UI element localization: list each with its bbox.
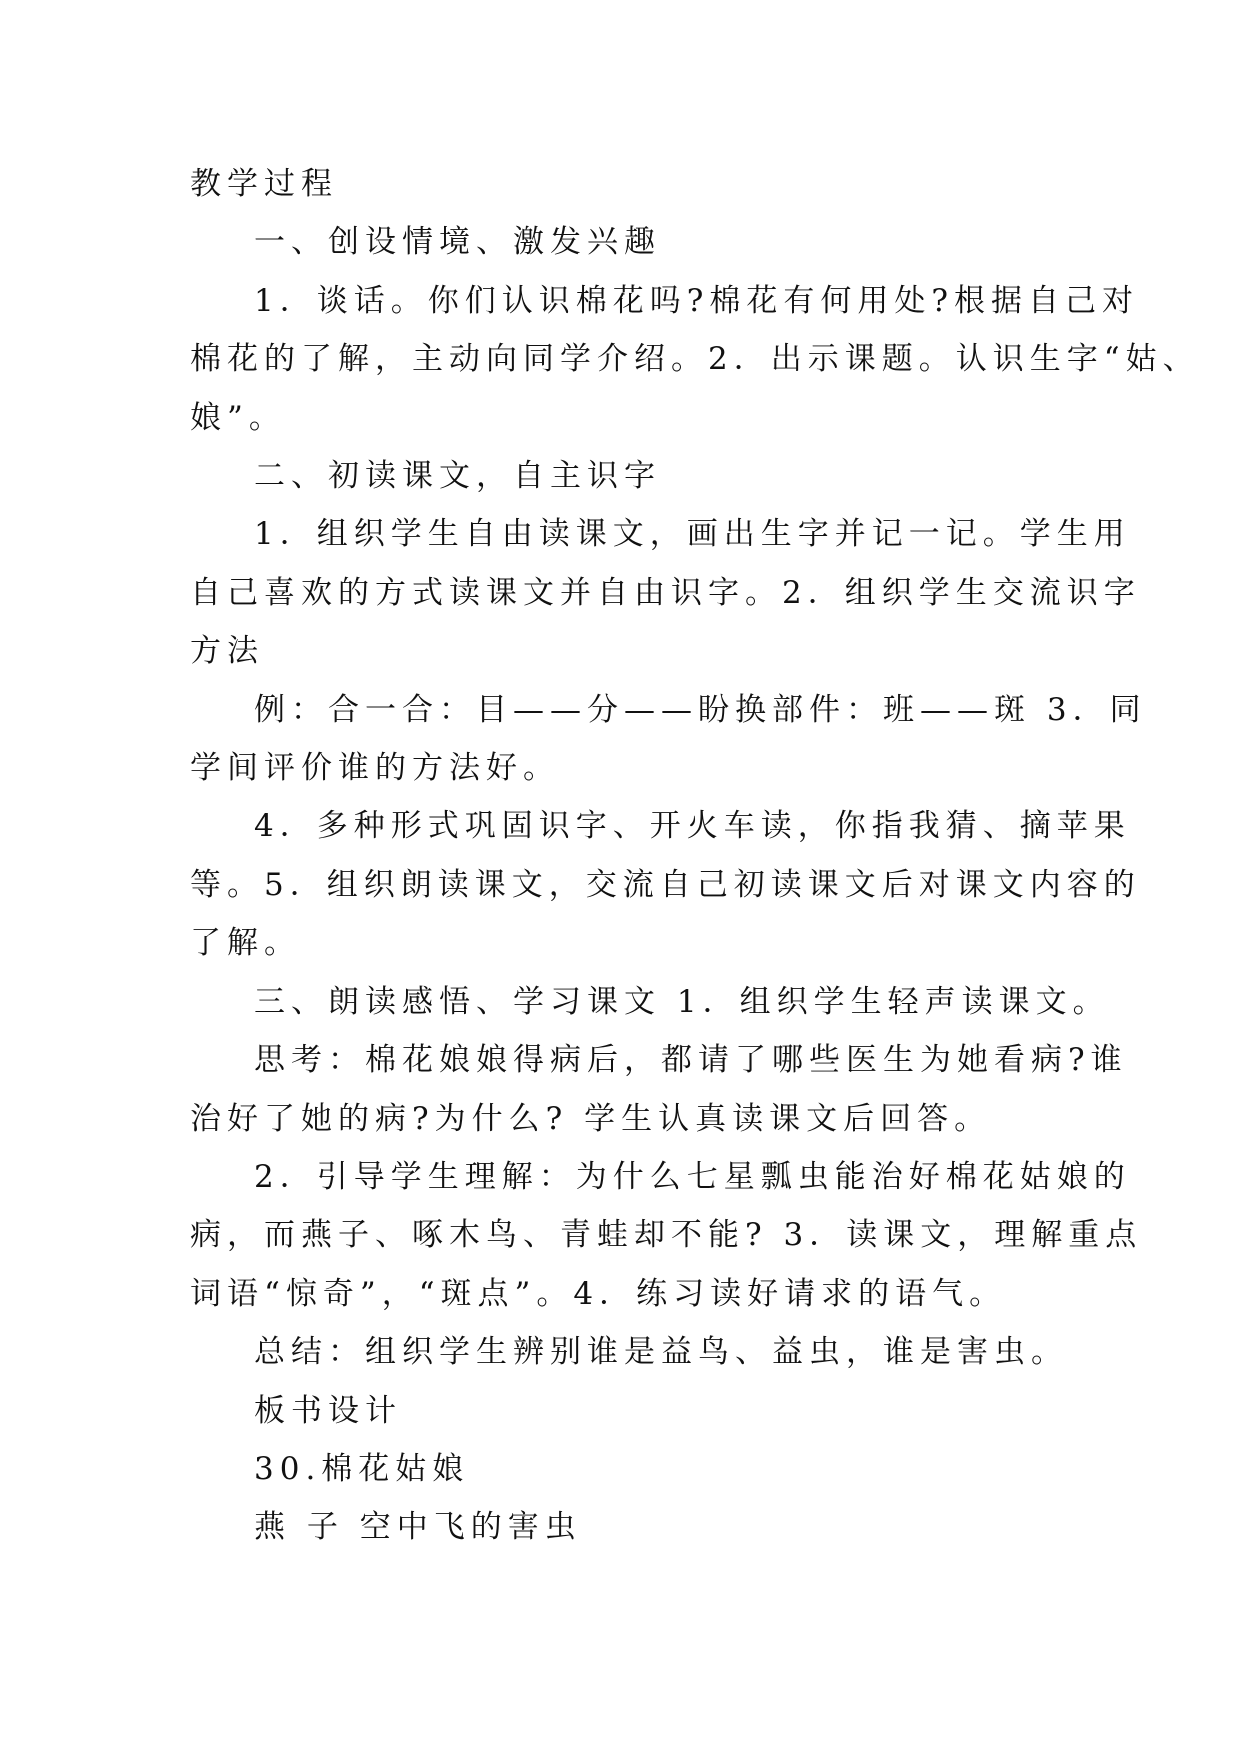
- paragraph-line: 方法: [190, 633, 264, 670]
- paragraph-line: 一、创设情境、激发兴趣: [254, 224, 661, 261]
- paragraph-line: 总结：组织学生辨别谁是益鸟、益虫，谁是害虫。: [254, 1334, 1068, 1371]
- paragraph-line: 1．组织学生自由读课文，画出生字并记一记。学生用: [254, 516, 1131, 553]
- paragraph-line: 学间评价谁的方法好。: [190, 750, 560, 787]
- paragraph-line: 例：合一合：目——分——盼换部件：班——斑 3．同: [254, 691, 1147, 728]
- paragraph-line: 词语“惊奇”，“斑点”。4．练习读好请求的语气。: [190, 1275, 1007, 1312]
- document-body: [190, 155, 1200, 1557]
- board-design-line: 燕 子 空中飞的害虫: [254, 1509, 582, 1546]
- paragraph-line: 2．引导学生理解：为什么七星瓢虫能治好棉花姑娘的: [254, 1158, 1131, 1195]
- paragraph-line: 病，而燕子、啄木鸟、青蛙却不能? 3．读课文，理解重点: [190, 1217, 1143, 1254]
- paragraph-line: 娘”。: [190, 399, 286, 436]
- paragraph-line: 4．多种形式巩固识字、开火车读，你指我猜、摘苹果: [254, 808, 1131, 845]
- paragraph-line: 棉花的了解，主动向同学介绍。2．出示课题。认识生字“姑、: [190, 341, 1200, 378]
- paragraph-line: 了解。: [190, 925, 301, 962]
- board-design-heading: 板书设计: [254, 1392, 402, 1429]
- section-title: 教学过程: [190, 166, 338, 202]
- paragraph-line: 1．谈话。你们认识棉花吗?棉花有何用处?根据自己对: [254, 282, 1139, 319]
- paragraph-line: 等。5．组织朗读课文，交流自己初读课文后对课文内容的: [190, 866, 1141, 903]
- paragraph-line: 三、朗读感悟、学习课文 1．组织学生轻声读课文。: [254, 983, 1110, 1020]
- paragraph-line: 思考：棉花娘娘得病后，都请了哪些医生为她看病?谁: [254, 1042, 1128, 1079]
- paragraph-line: 二、初读课文，自主识字: [254, 458, 661, 495]
- lesson-title: 30.棉花姑娘: [254, 1450, 470, 1487]
- paragraph-line: 自己喜欢的方式读课文并自由识字。2．组织学生交流识字: [190, 574, 1141, 611]
- paragraph-line: 治好了她的病?为什么? 学生认真读课文后回答。: [190, 1100, 992, 1137]
